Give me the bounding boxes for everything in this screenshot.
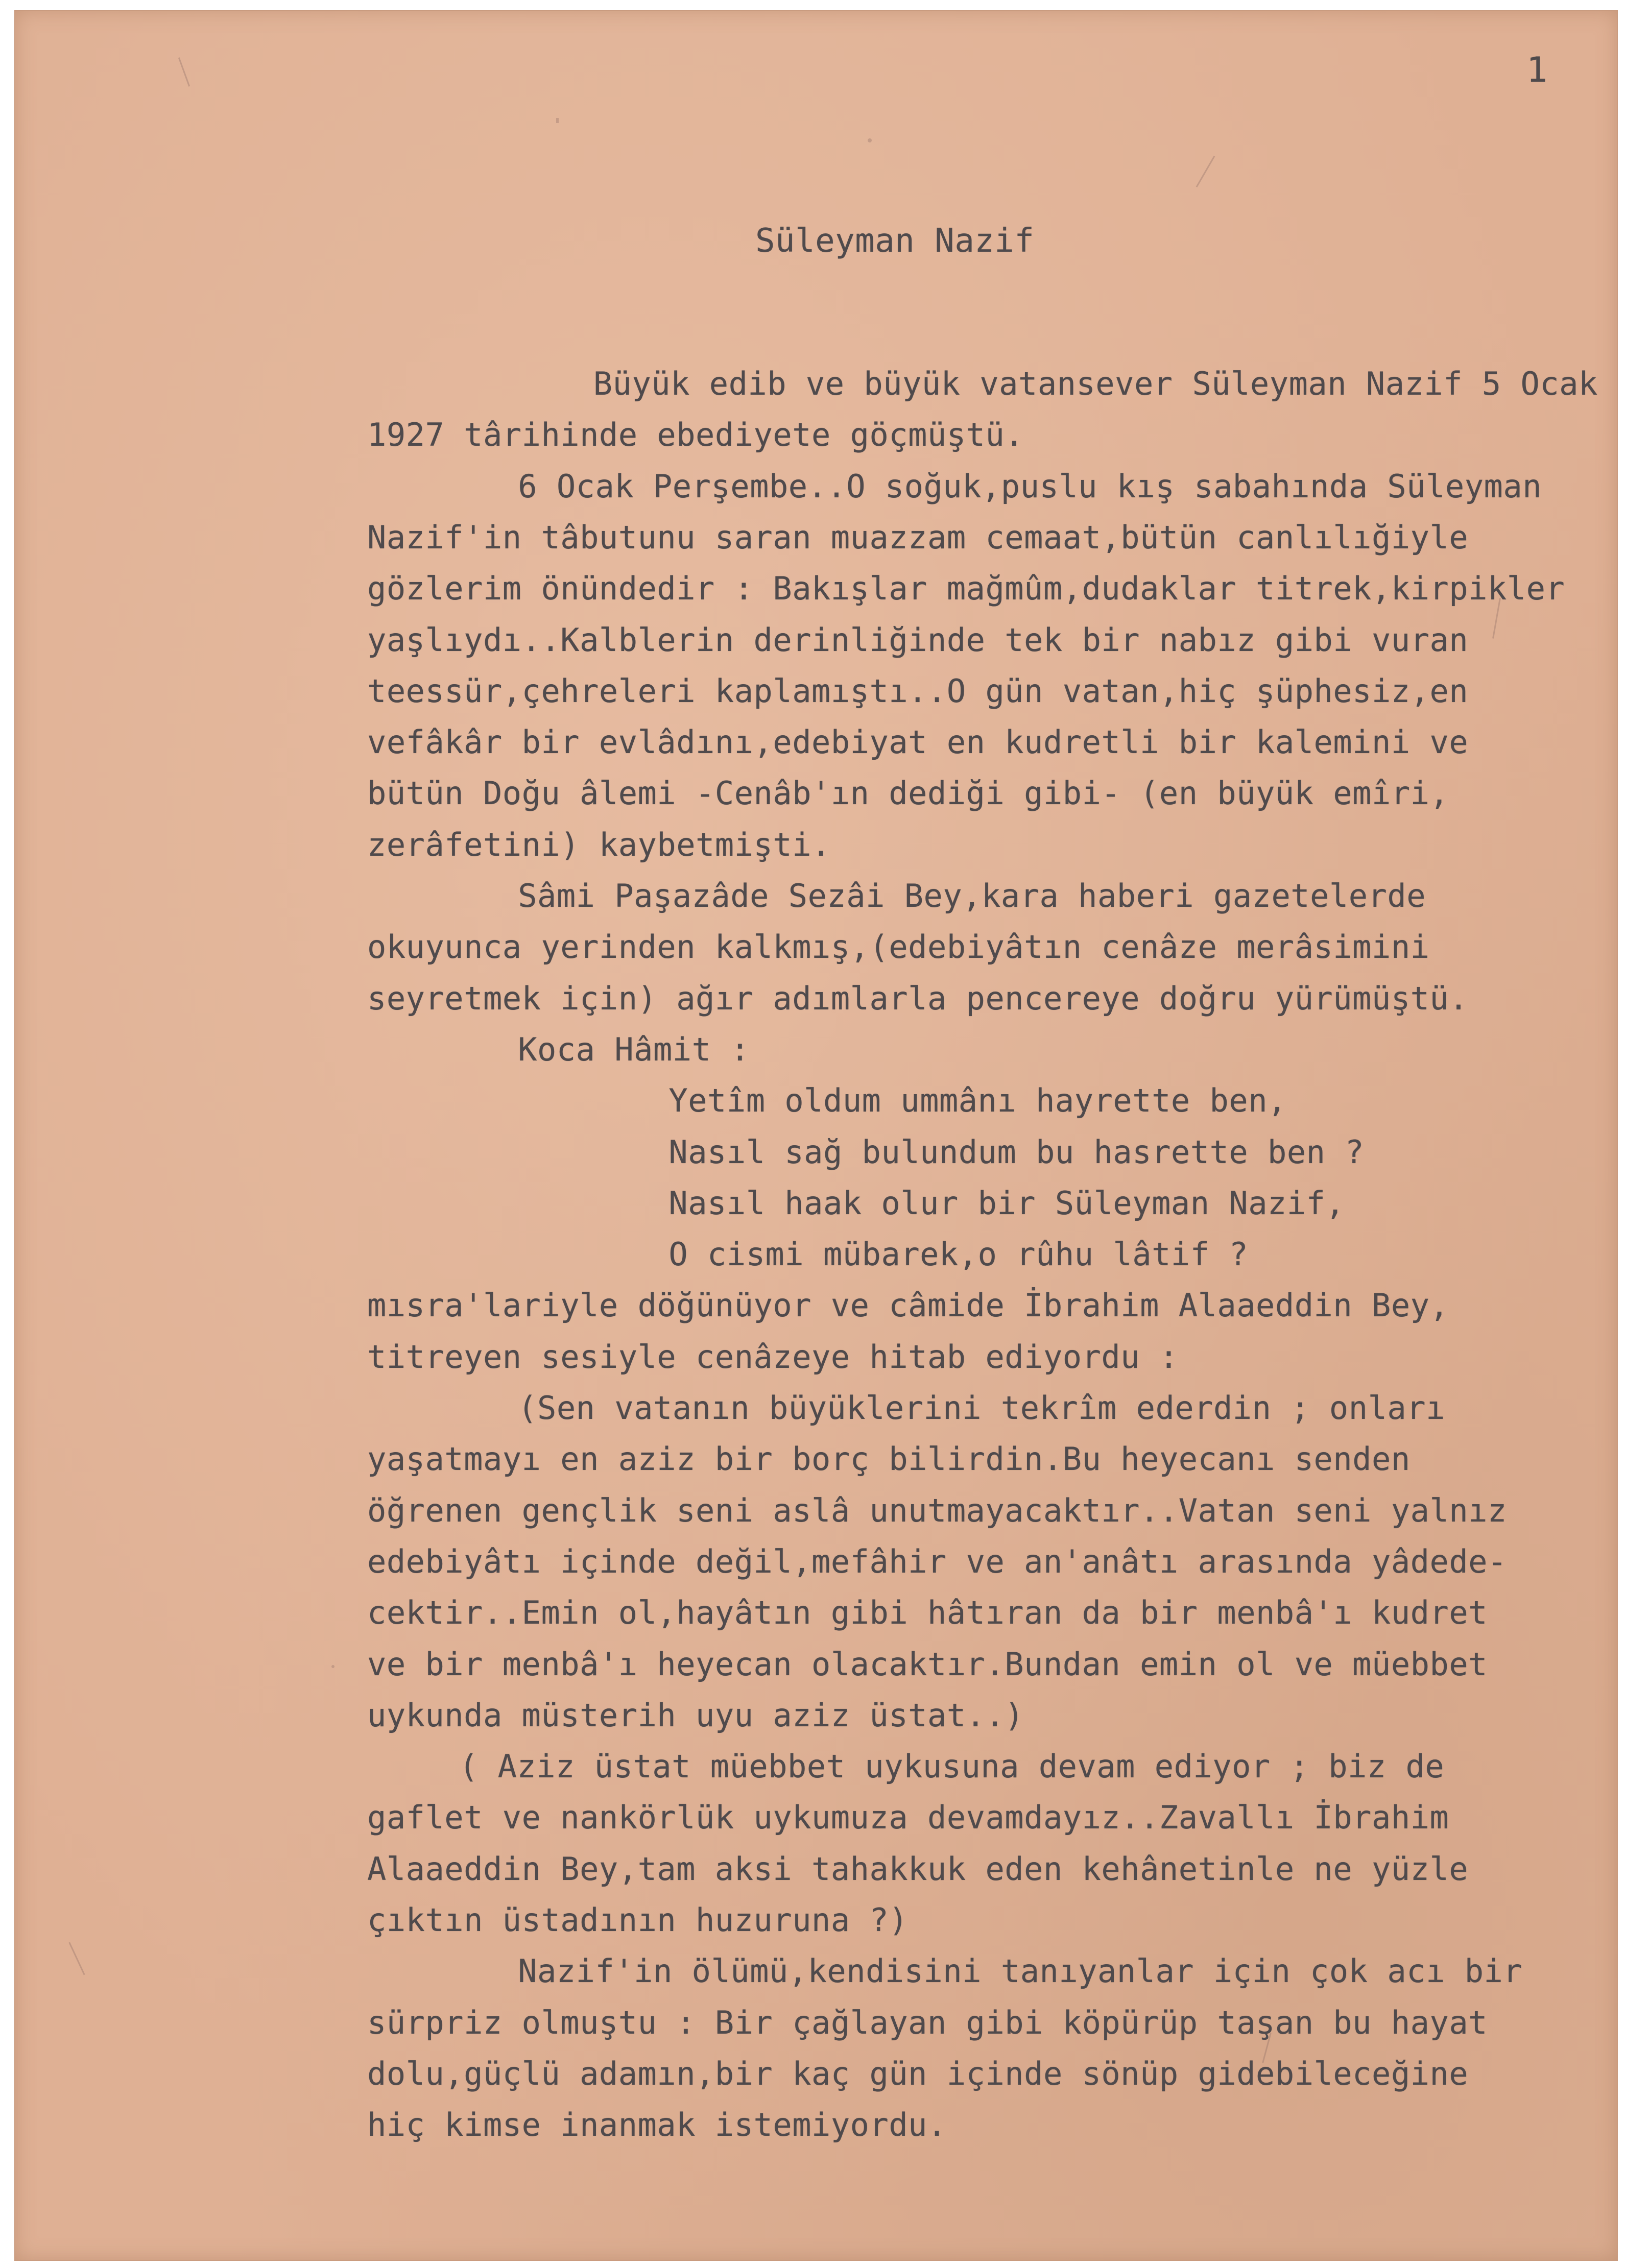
text-line: sürpriz olmuştu : Bir çağlayan gibi köpürüp taşan bu hayat <box>367 2004 1488 2041</box>
text-line: gözlerim önündedir : Bakışlar mağmûm,dudaklar titrek,kirpikler <box>367 570 1565 608</box>
text-line: dolu,güçlü adamın,bir kaç gün içinde sönüp gidebileceğine <box>367 2055 1469 2092</box>
text-line: yaşlıydı..Kalblerin derinliğinde tek bir nabız gibi vuran <box>367 621 1469 659</box>
text-line: yaşatmayı en aziz bir borç bilirdin.Bu heyecanı senden <box>367 1440 1411 1478</box>
text-line: edebiyâtı içinde değil,mefâhir ve an'anâtı arasında yâdede- <box>367 1542 1507 1580</box>
text-line: vefâkâr bir evlâdını,edebiyat en kudretli bir kalemini ve <box>367 723 1469 761</box>
text-line: okuyunca yerinden kalkmış,(edebiyâtın cenâze merâsimini <box>367 928 1430 966</box>
typewritten-page <box>14 10 1618 2261</box>
text-line: 6 Ocak Perşembe..O soğuk,puslu kış sabahında Süleyman <box>518 467 1542 505</box>
text-line: Koca Hâmit : <box>518 1030 750 1068</box>
text-line: uykunda müsterih uyu aziz üstat..) <box>367 1696 1024 1734</box>
text-line: titreyen sesiyle cenâzeye hitab ediyordu : <box>367 1338 1179 1376</box>
text-line: bütün Doğu âlemi -Cenâb'ın dediği gibi- (en büyük emîri, <box>367 775 1449 812</box>
paper-fibre <box>68 1942 85 1975</box>
paper-fibre <box>868 138 872 142</box>
text-line: çıktın üstadının huzuruna ?) <box>367 1901 909 1939</box>
text-line: 1927 târihinde ebediyete göçmüştü. <box>367 416 1024 454</box>
paper-fibre <box>331 1665 334 1668</box>
text-line: seyretmek için) ağır adımlarla pencereye doğru yürümüştü. <box>367 979 1469 1017</box>
text-line: ( Aziz üstat müebbet uykusuna devam ediyor ; biz de <box>459 1748 1445 1786</box>
text-line: zerâfetini) kaybetmişti. <box>367 826 831 863</box>
text-line: öğrenen gençlik seni aslâ unutmayacaktır..Vatan seni yalnız <box>367 1491 1507 1529</box>
text-line: Nasıl sağ bulundum bu hasrette ben ? <box>668 1133 1365 1171</box>
text-line: mısra'lariyle döğünüyor ve câmide İbrahim Alaaeddin Bey, <box>367 1287 1449 1324</box>
paper-fibre <box>556 118 559 123</box>
text-line: Büyük edib ve büyük vatansever Süleyman Nazif 5 Ocak <box>593 365 1598 402</box>
text-line: (Sen vatanın büyüklerini tekrîm ederdin ; onları <box>518 1389 1445 1427</box>
text-line: Nasıl haak olur bir Süleyman Nazif, <box>668 1184 1345 1222</box>
text-line: Nazif'in ölümü,kendisini tanıyanlar için çok acı bir <box>518 1952 1523 1990</box>
text-line: ve bir menbâ'ı heyecan olacaktır.Bundan emin ol ve müebbet <box>367 1645 1488 1683</box>
page-number: 1 <box>1526 50 1548 90</box>
text-line: Nazif'in tâbutunu saran muazzam cemaat,bütün canlılığiyle <box>367 518 1469 556</box>
paper-fibre <box>178 57 190 86</box>
text-line: teessür,çehreleri kaplamıştı..O gün vatan,hiç şüphesiz,en <box>367 672 1469 710</box>
text-line: hiç kimse inanmak istemiyordu. <box>367 2106 947 2144</box>
text-line: Yetîm oldum ummânı hayrette ben, <box>668 1082 1287 1120</box>
page-title: Süleyman Nazif <box>755 222 1035 260</box>
text-line: Alaaeddin Bey,tam aksi tahakkuk eden kehânetinle ne yüzle <box>367 1850 1469 1888</box>
paper-fibre <box>1196 156 1215 187</box>
text-line: cektir..Emin ol,hayâtın gibi hâtıran da bir menbâ'ı kudret <box>367 1594 1488 1632</box>
text-line: gaflet ve nankörlük uykumuza devamdayız..Zavallı İbrahim <box>367 1799 1449 1837</box>
text-line: Sâmi Paşazâde Sezâi Bey,kara haberi gazetelerde <box>518 877 1426 914</box>
text-line: O cismi mübarek,o rûhu lâtif ? <box>668 1236 1249 1273</box>
